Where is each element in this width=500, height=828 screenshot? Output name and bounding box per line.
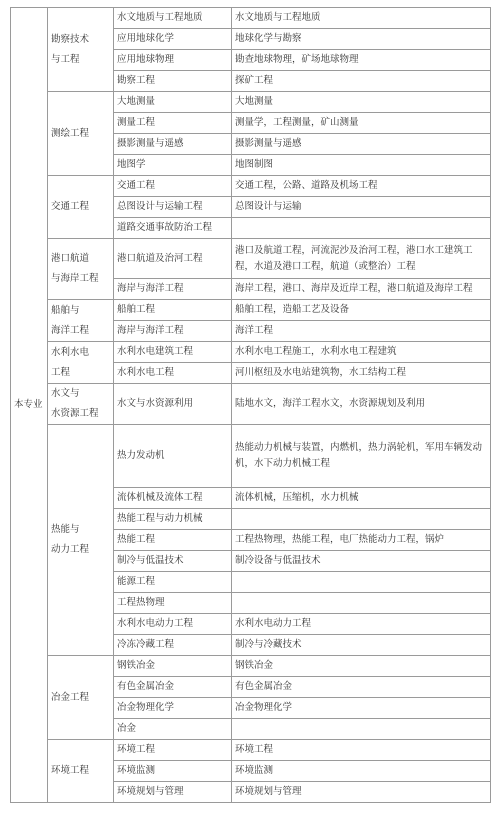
major-name-cell: 船舶工程 [114,300,232,321]
major-name-cell: 热能工程与动力机械 [114,509,232,530]
former-major-cell: 制冷设备与低温技术 [232,551,491,572]
former-major-cell: 环境规划与管理 [232,782,491,803]
former-major-cell: 勘查地球物理，矿场地球物理 [232,50,491,71]
former-major-cell: 工程热物理，热能工程，电厂热能动力工程，锅炉 [232,530,491,551]
category-label-line: 动力工程 [51,544,90,555]
major-name-cell: 勘察工程 [114,71,232,92]
category-label-line: 港口航道 [51,253,90,264]
table-row [11,656,491,677]
former-major-cell [232,593,491,614]
major-name-cell: 水文与水资源利用 [114,384,232,425]
major-name-cell: 环境工程 [114,740,232,761]
category-cell [48,656,114,740]
table-row [11,176,491,197]
table-row [11,740,491,761]
major-name-cell: 钢铁冶金 [114,656,232,677]
major-name-cell: 摄影测量与遥感 [114,134,232,155]
table-row [11,92,491,113]
table-row [11,425,491,488]
category-cell [48,384,114,425]
category-label-line: 与海岸工程 [51,273,99,284]
major-name-cell: 工程热物理 [114,593,232,614]
major-catalog-table [10,7,491,803]
former-major-cell: 环境监测 [232,761,491,782]
category-cell [48,239,114,300]
degree-level-cell: 本专业 [11,8,48,803]
former-major-cell: 热能动力机械与装置，内燃机，热力涡轮机，军用车辆发动机，水下动力机械工程 [232,425,491,488]
category-label-line: 环境工程 [51,765,90,776]
major-name-cell: 地图学 [114,155,232,176]
major-name-cell: 制冷与低温技术 [114,551,232,572]
table-row [11,342,491,363]
former-major-cell [232,572,491,593]
category-cell [48,342,114,384]
former-major-cell: 大地测量 [232,92,491,113]
table-row [11,8,491,29]
major-name-cell: 港口航道及治河工程 [114,239,232,279]
former-major-cell: 地图制图 [232,155,491,176]
major-name-cell: 环境监测 [114,761,232,782]
former-major-cell [232,218,491,239]
category-cell [48,8,114,92]
former-major-cell [232,509,491,530]
category-cell [48,425,114,656]
former-major-cell: 制冷与冷藏技术 [232,635,491,656]
major-name-cell: 大地测量 [114,92,232,113]
table-row [11,239,491,279]
former-major-cell: 摄影测量与遥感 [232,134,491,155]
category-label-line: 冶金工程 [51,691,90,703]
major-name-cell: 水利水电工程 [114,363,232,384]
former-major-cell: 流体机械，压缩机，水力机械 [232,488,491,509]
major-name-cell: 水文地质与工程地质 [114,8,232,29]
major-name-cell: 道路交通事故防治工程 [114,218,232,239]
former-major-cell: 总图设计与运输 [232,197,491,218]
major-name-cell: 冶金 [114,719,232,740]
former-major-cell: 水利水电工程施工，水利水电工程建筑 [232,342,491,363]
former-major-cell: 测量学，工程测量，矿山测量 [232,113,491,134]
major-name-cell: 水利水电动力工程 [114,614,232,635]
major-name-cell: 有色金属冶金 [114,677,232,698]
former-major-cell: 海岸工程，港口、海岸及近岸工程，港口航道及海岸工程 [232,279,491,300]
former-major-cell: 探矿工程 [232,71,491,92]
former-major-cell: 港口及航道工程，河流泥沙及治河工程，港口水工建筑工程，水道及港口工程，航道（或整治）工程 [232,239,491,279]
category-label-line: 交通工程 [51,201,90,212]
former-major-cell: 水文地质与工程地质 [232,8,491,29]
category-cell [48,300,114,342]
major-name-cell: 应用地球物理 [114,50,232,71]
category-label-line: 测绘工程 [51,127,90,139]
former-major-cell: 冶金物理化学 [232,698,491,719]
major-name-cell: 环境规划与管理 [114,782,232,803]
category-label-line: 船舶与 [51,304,80,316]
former-major-cell [232,719,491,740]
category-label-line: 热能与 [51,524,80,535]
former-major-cell: 地球化学与勘察 [232,29,491,50]
category-label-line: 水文与 [51,388,80,399]
major-name-cell: 冷冻冷藏工程 [114,635,232,656]
former-major-cell: 钢铁冶金 [232,656,491,677]
former-major-cell: 海洋工程 [232,321,491,342]
major-name-cell: 流体机械及流体工程 [114,488,232,509]
major-name-cell: 能源工程 [114,572,232,593]
major-name-cell: 总图设计与运输工程 [114,197,232,218]
table-row [11,384,491,425]
category-label-line: 勘察技术 [51,33,90,45]
category-label-line: 海洋工程 [51,324,90,336]
former-major-cell: 环境工程 [232,740,491,761]
category-label-line: 与工程 [51,53,80,65]
former-major-cell: 水利水电动力工程 [232,614,491,635]
former-major-cell: 有色金属冶金 [232,677,491,698]
former-major-cell: 交通工程，公路、道路及机场工程 [232,176,491,197]
major-name-cell: 热力发动机 [114,425,232,488]
major-name-cell: 应用地球化学 [114,29,232,50]
major-name-cell: 冶金物理化学 [114,698,232,719]
category-label-line: 工程 [51,366,71,378]
major-name-cell: 交通工程 [114,176,232,197]
category-cell [48,176,114,239]
major-name-cell: 测量工程 [114,113,232,134]
category-label-line: 水资源工程 [51,408,99,419]
major-name-cell: 海岸与海洋工程 [114,321,232,342]
category-cell [48,740,114,803]
category-cell [48,92,114,176]
major-name-cell: 热能工程 [114,530,232,551]
table-row [11,300,491,321]
former-major-cell: 船舶工程，造船工艺及设备 [232,300,491,321]
major-name-cell: 海岸与海洋工程 [114,279,232,300]
former-major-cell: 陆地水文，海洋工程水文，水资源规划及利用 [232,384,491,425]
category-label-line: 水利水电 [51,346,90,358]
former-major-cell: 河川枢纽及水电站建筑物，水工结构工程 [232,363,491,384]
major-name-cell: 水利水电建筑工程 [114,342,232,363]
